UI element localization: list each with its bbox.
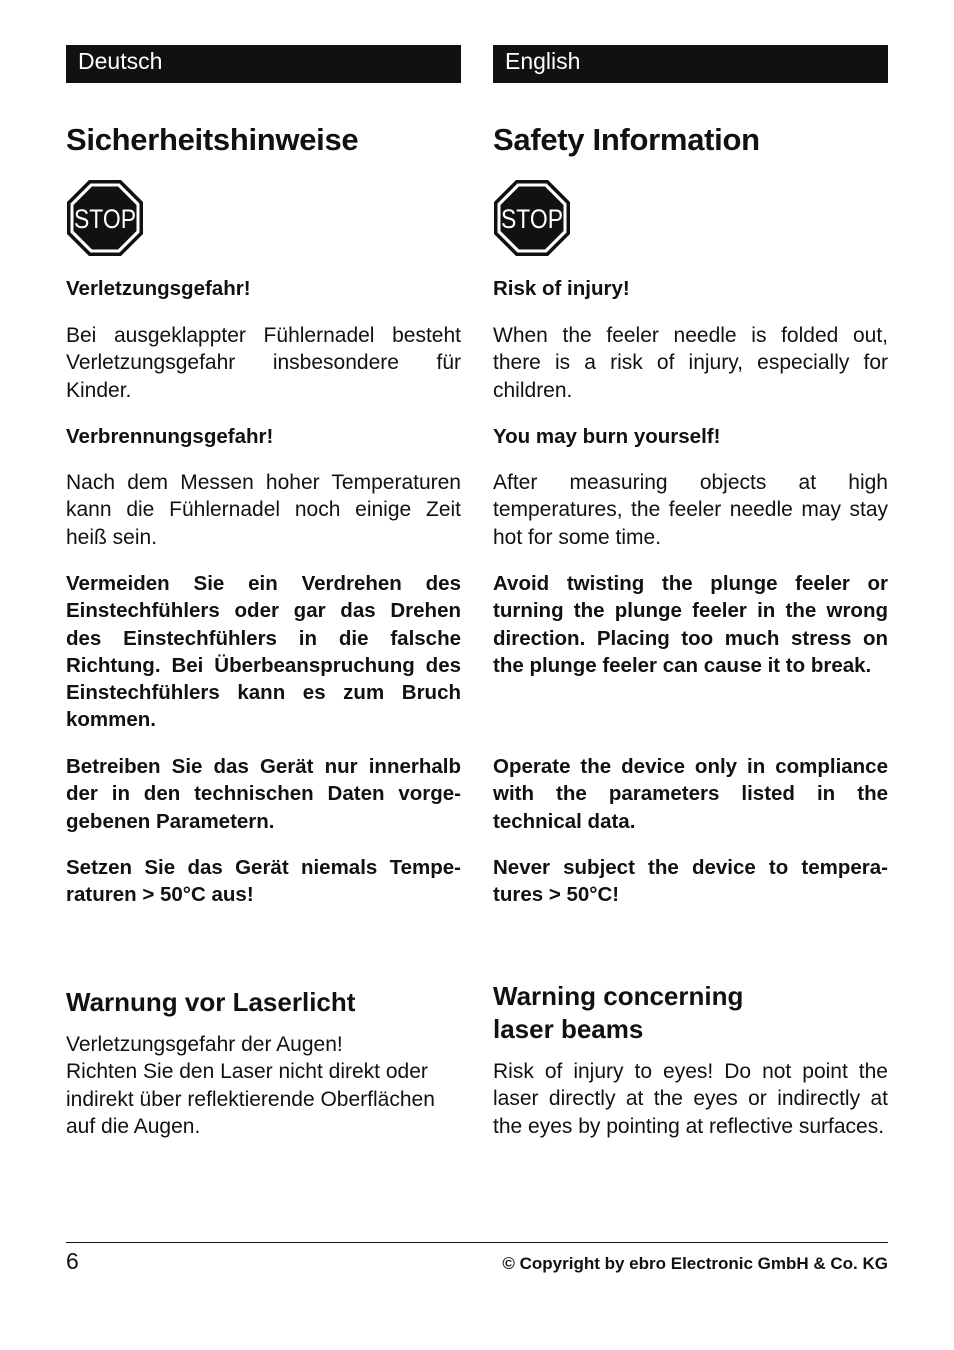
german-column (66, 45, 461, 1138)
footer-divider (66, 1242, 888, 1243)
language-header-german: Deutsch (66, 45, 461, 83)
paragraph-twist-warning: Avoid twisting the plunge feeler or turning the plunge feeler in the wrong direction. Placing too much stress on the plunge feeler can cause it to break. (493, 572, 888, 677)
laser-warning-title-english (493, 980, 888, 1046)
paragraph-laser-warning-english: Risk of injury to eyes! Do not point the laser directly at the eyes or indirectly at the eyes by pointing at reflective surfaces. (493, 1060, 888, 1138)
heading-injury-risk: Risk of injury! (493, 277, 630, 300)
page-number: 6 (66, 1248, 79, 1274)
paragraph-injury-risk: When the feeler needle is folded out, there is a risk of injury, especially for children. (493, 324, 888, 402)
stop-sign-icon (66, 179, 144, 257)
language-header-english: English (493, 45, 888, 83)
heading-burn-risk: Verbrennungsgefahr! (66, 425, 274, 448)
paragraph-burn-risk: Nach dem Messen hoher Temperaturen kann die Fühlernadel noch einige Zeit heiß sein. (66, 471, 461, 549)
english-column (493, 45, 888, 1138)
laser-warning-line-1: Verletzungsgefahr der Augen! (66, 1033, 343, 1056)
page-title-english: Safety Information (493, 122, 760, 157)
laser-warning-line-2: Richten Sie den Laser nicht direkt oder indirekt über reflektierende Oberflächen auf die Augen. (66, 1060, 435, 1138)
paragraph-temperature-limit: Never subject the device to tempera-tures > 50°C! (493, 856, 888, 907)
heading-burn-risk: You may burn yourself! (493, 425, 721, 448)
paragraph-temperature-limit: Setzen Sie das Gerät niemals Tempe-raturen > 50°C aus! (66, 856, 461, 907)
copyright-notice: © Copyright by ebro Electronic GmbH & Co. KG (502, 1254, 888, 1273)
laser-warning-title-line-1: Warning concerning (493, 981, 744, 1011)
page-title-german: Sicherheitshinweise (66, 122, 359, 157)
paragraph-injury-risk: Bei ausgeklappter Fühlernadel besteht Verletzungsgefahr insbesondere für Kinder. (66, 324, 461, 402)
paragraph-burn-risk: After measuring objects at high temperatures, the feeler needle may stay hot for some time. (493, 471, 888, 549)
paragraph-operating-parameters: Betreiben Sie das Gerät nur innerhalb der in den technischen Daten vorge-gebenen Parametern. (66, 755, 461, 833)
paragraph-operating-parameters: Operate the device only in compliance with the parameters listed in the technical data. (493, 755, 888, 833)
laser-warning-title-german: Warnung vor Laserlicht (66, 987, 356, 1017)
heading-injury-risk: Verletzungsgefahr! (66, 277, 251, 300)
laser-warning-title-line-2: laser beams (493, 1014, 644, 1044)
paragraph-laser-warning-german (66, 1031, 461, 1140)
stop-sign-icon (493, 179, 571, 257)
stop-sign-text: STOP (74, 204, 136, 234)
stop-sign-text: STOP (501, 204, 563, 234)
paragraph-twist-warning: Vermeiden Sie ein Verdrehen des Einstechfühlers oder gar das Drehen des Einstechfühlers in die falsche Richtung. Bei Überbeanspruchung des Einstechfühlers kann es zum Bruch kommen. (66, 572, 461, 732)
